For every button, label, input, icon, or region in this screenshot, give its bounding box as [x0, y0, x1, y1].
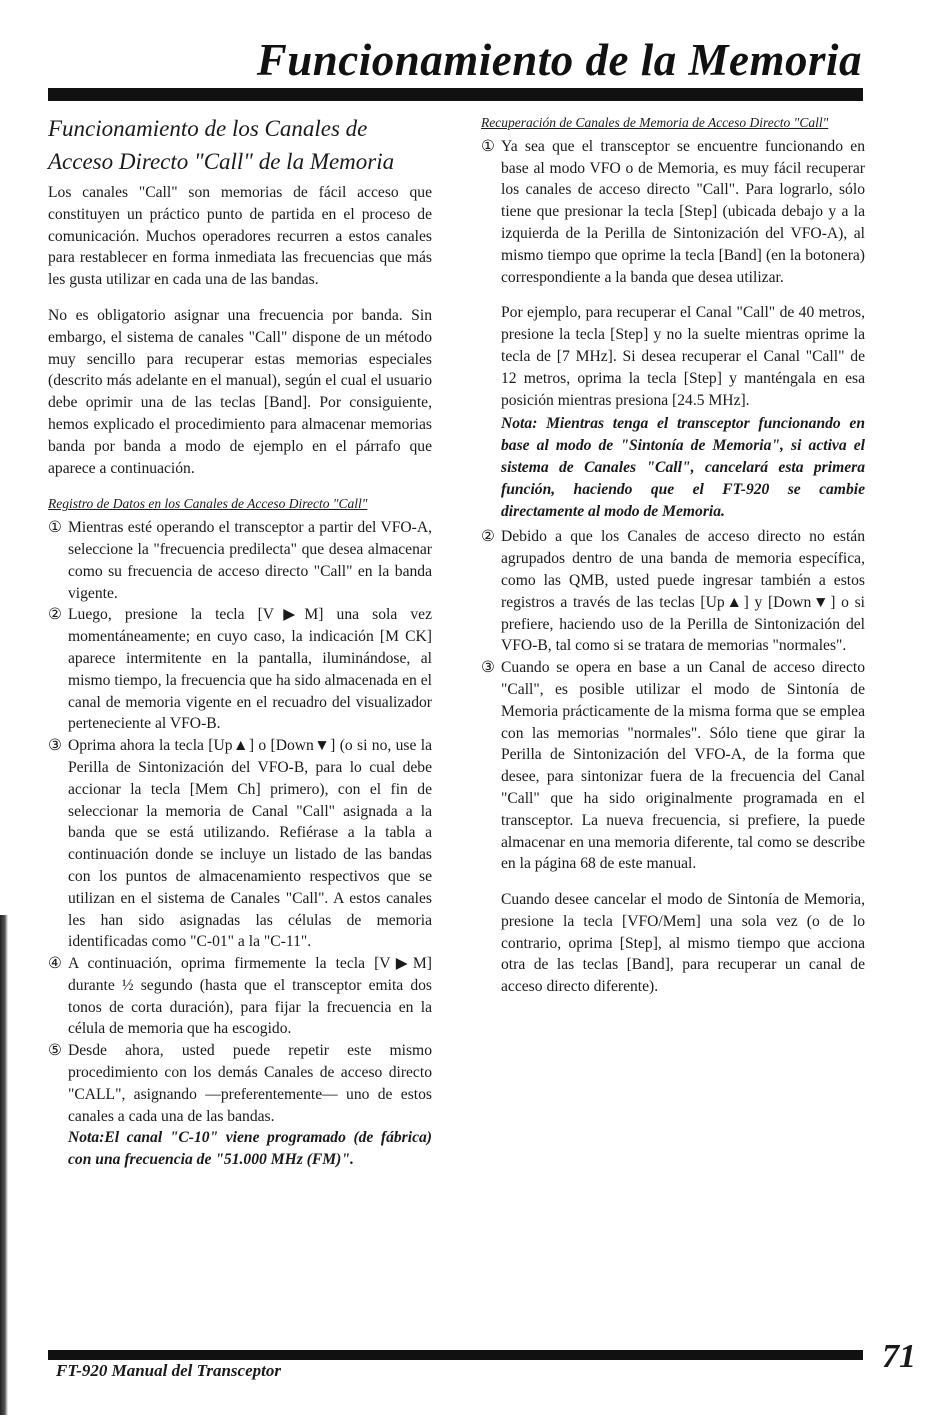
- right-column: [481, 112, 865, 1012]
- left-column: [48, 112, 432, 1171]
- list-item: ③ Cuando se opera en base a un Canal de acceso directo "Call", es posible utilizar el modo de Sintonía de Memoria prácticamente de la misma forma que se emplea con las memorias "normales". Sólo tiene que girar la Perilla de Sintonización del VFO-A, de la forma que desee, para sintonizar fuera de la frecuencia del Canal "Call" que ha sido originalmente programada en el transceptor. La nueva frecuencia, si prefiere, la puede almacenar en una memoria diferente, tal como se describe en la página 68 de este manual.: [481, 659, 865, 873]
- subheading-recuperacion: Recuperación de Canales de Memoria de Acceso Directo "Call": [481, 115, 829, 130]
- page-title: Funcionamiento de la Memoria: [256, 35, 862, 85]
- intro-paragraph: Los canales "Call" son memorias de fácil acceso que constituyen un práctico punto de partida en el proceso de comunicación. Muchos operadores recurren a estos canales para restablecer en forma inmediata las frecuencias que más les gusta utilizar en cada una de las bandas.: [48, 184, 432, 289]
- scan-edge: [0, 915, 8, 1415]
- page-number: 71: [882, 1338, 916, 1375]
- list-item: ⑤ Desde ahora, usted puede repetir este mismo procedimiento con los demás Canales de acceso directo "CALL", asignando —preferentemente— uno de estos canales a cada una de las bandas.: [48, 1042, 432, 1125]
- top-rule: [48, 88, 863, 101]
- list-item: ① Mientras esté operando el transceptor a partir del VFO-A, seleccione la "frecuencia predilecta" que desea almacenar como su frecuencia de acceso directo "Call" en la banda vigente.: [48, 519, 432, 602]
- note-c10: Nota:El canal "C-10" viene programado (de fábrica) con una frecuencia de "51.000 MHz (FM)".: [68, 1129, 432, 1169]
- band-paragraph: No es obligatorio asignar una frecuencia por banda. Sin embargo, el sistema de canales "Call" dispone de un método muy sencillo para recuperar estas memorias especiales (descrito más adelante en el manual), según el cual el usuario debe oprimir una de las teclas [Band]. Por consiguiente, hemos explicado el procedimiento para almacenar memorias banda por banda a modo de ejemplo en el párrafo que aparece a continuación.: [48, 306, 432, 477]
- cancel-paragraph: Cuando desee cancelar el modo de Sintonía de Memoria, presione la tecla [VFO/Mem] una sola vez (o de lo contrario, oprima [Step], al mismo tiempo que acciona otra de las teclas [Band], para recuperar un canal de acceso directo diferente).: [501, 891, 865, 996]
- list-item: ③ Oprima ahora la tecla [Up▲] o [Down▼] (o si no, use la Perilla de Sintonización del VFO-B, para lo cual debe accionar la tecla [Mem Ch] primero), con el fin de seleccionar la memoria de Canal "Call" asignada a la banda que se está utilizando. Refiérase a la tabla a continuación donde se incluye un listado de las bandas con los puntos de almacenamiento respectivos que se utilizan en el sistema de Canales "Call". A estos canales les han sido asignadas las células de memoria identificadas como "C-01" a la "C-11".: [48, 737, 432, 951]
- section-heading: Funcionamiento de los Canales de Acceso Directo "Call" de la Memoria: [48, 116, 395, 174]
- list-item: ② Luego, presione la tecla [V▶M] una sola vez momentáneamente; en cuyo caso, la indicación [M CK] aparece intermitente en la pantalla, iluminándose, al mismo tiempo, la frecuencia que ha sido almacenada en el canal de memoria vigente en el recuadro del visualizador perteneciente al VFO-B.: [48, 606, 432, 733]
- bottom-rule: [48, 1350, 863, 1360]
- note-sintonia: Nota: Mientras tenga el transceptor funcionando en base al modo de "Sintonía de Memoria", si activa el sistema de Canales "Call", cancelará esta primera función, haciendo que el FT-920 se cambie directamente al modo de Memoria.: [501, 415, 865, 520]
- subheading-registro: Registro de Datos en los Canales de Acceso Directo "Call": [48, 496, 368, 512]
- list-item: ① Ya sea que el transceptor se encuentre funcionando en base al modo VFO o de Memoria, es muy fácil recuperar los canales de acceso directo "Call". Para lograrlo, sólo tiene que presionar la tecla [Step] (ubicada debajo y a la izquierda de la Perilla de Sintonización del VFO-A), al mismo tiempo que oprime la tecla [Band] (en la botonera) correspondiente a la banda que desea utilizar.: [481, 137, 865, 286]
- footer-manual-title: FT-920 Manual del Transceptor: [56, 1361, 281, 1380]
- list-item: ④ A continuación, oprima firmemente la tecla [V▶M] durante ½ segundo (hasta que el transceptor emita dos tonos de corta duración), para fijar la frecuencia en la célula de memoria que ha escogido.: [48, 955, 432, 1038]
- list-item: ② Debido a que los Canales de acceso directo no están agrupados dentro de una banda de memoria específica, como las QMB, usted puede ingresar también a estos registros a través de las teclas [Up▲] y [Down▼] o si prefiere, haciendo uso de la Perilla de Sintonización del VFO-B, tal como si se tratara de memorias "normales".: [481, 528, 865, 655]
- example-paragraph: Por ejemplo, para recuperar el Canal "Call" de 40 metros, presione la tecla [Step] y no la suelte mientras oprime la tecla de [7 MHz]. Si desea recuperar el Canal "Call" de 12 metros, oprima la tecla [Step] y manténgala en esa posición mientras presiona [24.5 MHz].: [501, 304, 865, 409]
